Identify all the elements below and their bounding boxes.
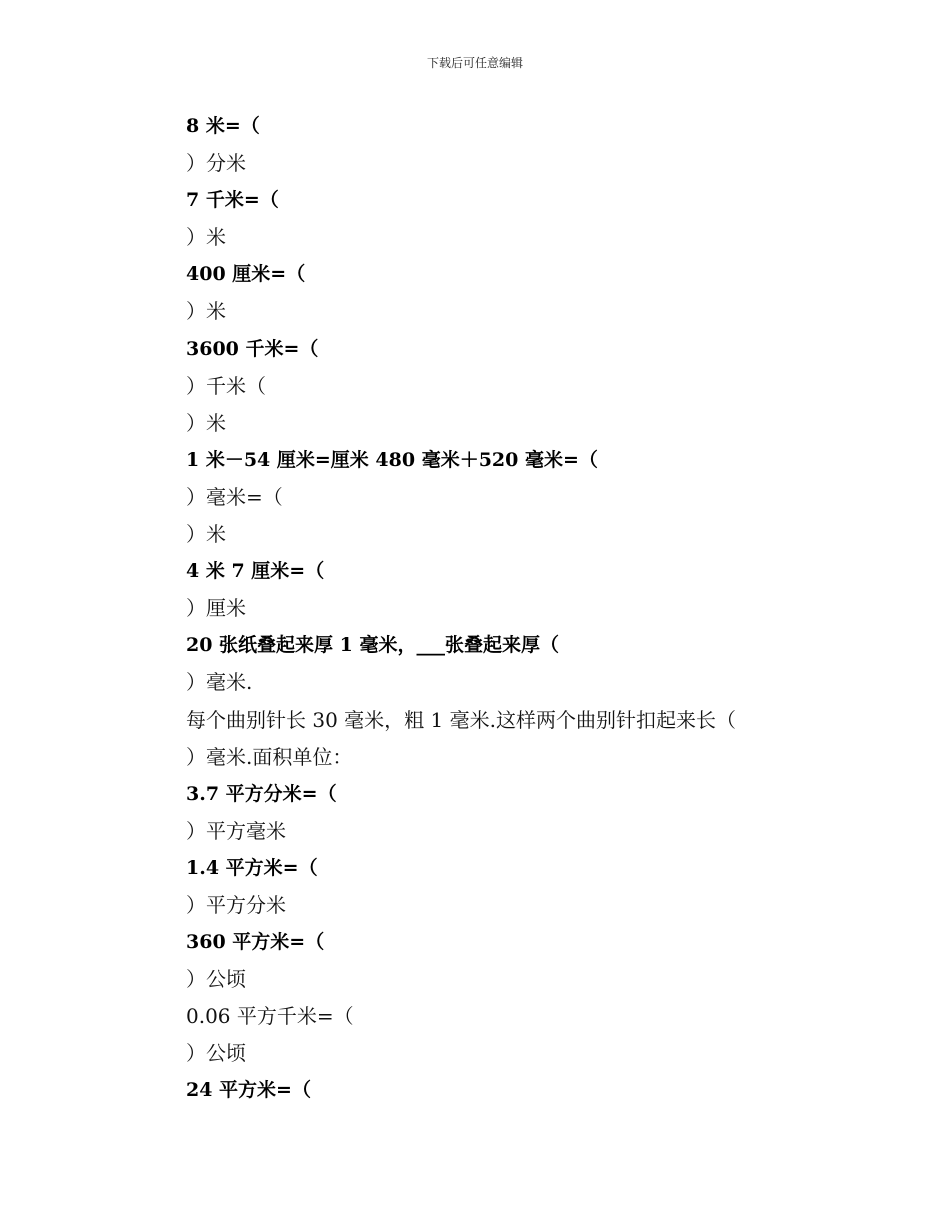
line-11: ）毫米=（ xyxy=(186,484,283,509)
line-8: ）千米（ xyxy=(186,373,266,398)
line-4: ）米 xyxy=(186,225,226,250)
line-22: ）平方分米 xyxy=(186,892,286,917)
line-27: 24 平方米=（ xyxy=(186,1079,311,1102)
line-7: 3600 千米=（ xyxy=(186,337,319,360)
line-18: ）毫米.面积单位： xyxy=(186,744,353,769)
line-5: 400 厘米=（ xyxy=(186,263,306,286)
line-19: 3.7 平方分米=（ xyxy=(186,782,337,805)
line-23: 360 平方米=（ xyxy=(186,931,325,954)
line-24: ）公顷 xyxy=(186,967,246,992)
line-9: ）米 xyxy=(186,410,226,435)
line-20: ）平方毫米 xyxy=(186,818,286,843)
line-15: 20 张纸叠起来厚 1 毫米，___张叠起来厚（ xyxy=(186,634,560,657)
line-6: ）米 xyxy=(186,299,226,324)
line-16: ）毫米. xyxy=(186,670,253,695)
line-21: 1.4 平方米=（ xyxy=(186,856,318,879)
line-13: 4 米 7 厘米=（ xyxy=(186,560,325,583)
page-header: 下载后可任意编辑 xyxy=(426,56,523,70)
document-body xyxy=(186,108,826,1110)
line-26: ）公顷 xyxy=(186,1041,246,1066)
line-14: ）厘米 xyxy=(186,596,246,621)
line-12: ）米 xyxy=(186,522,226,547)
line-1: 8 米=（ xyxy=(186,115,260,137)
line-10: 1 米－54 厘米=厘米 480 毫米＋520 毫米=（ xyxy=(186,448,598,471)
line-2: ）分米 xyxy=(186,151,246,176)
line-3: 7 千米=（ xyxy=(186,189,279,212)
line-17: 每个曲别针长 30 毫米，粗 1 毫米.这样两个曲别针扣起来长（ xyxy=(186,707,736,732)
line-25: 0.06 平方千米=（ xyxy=(186,1004,354,1029)
